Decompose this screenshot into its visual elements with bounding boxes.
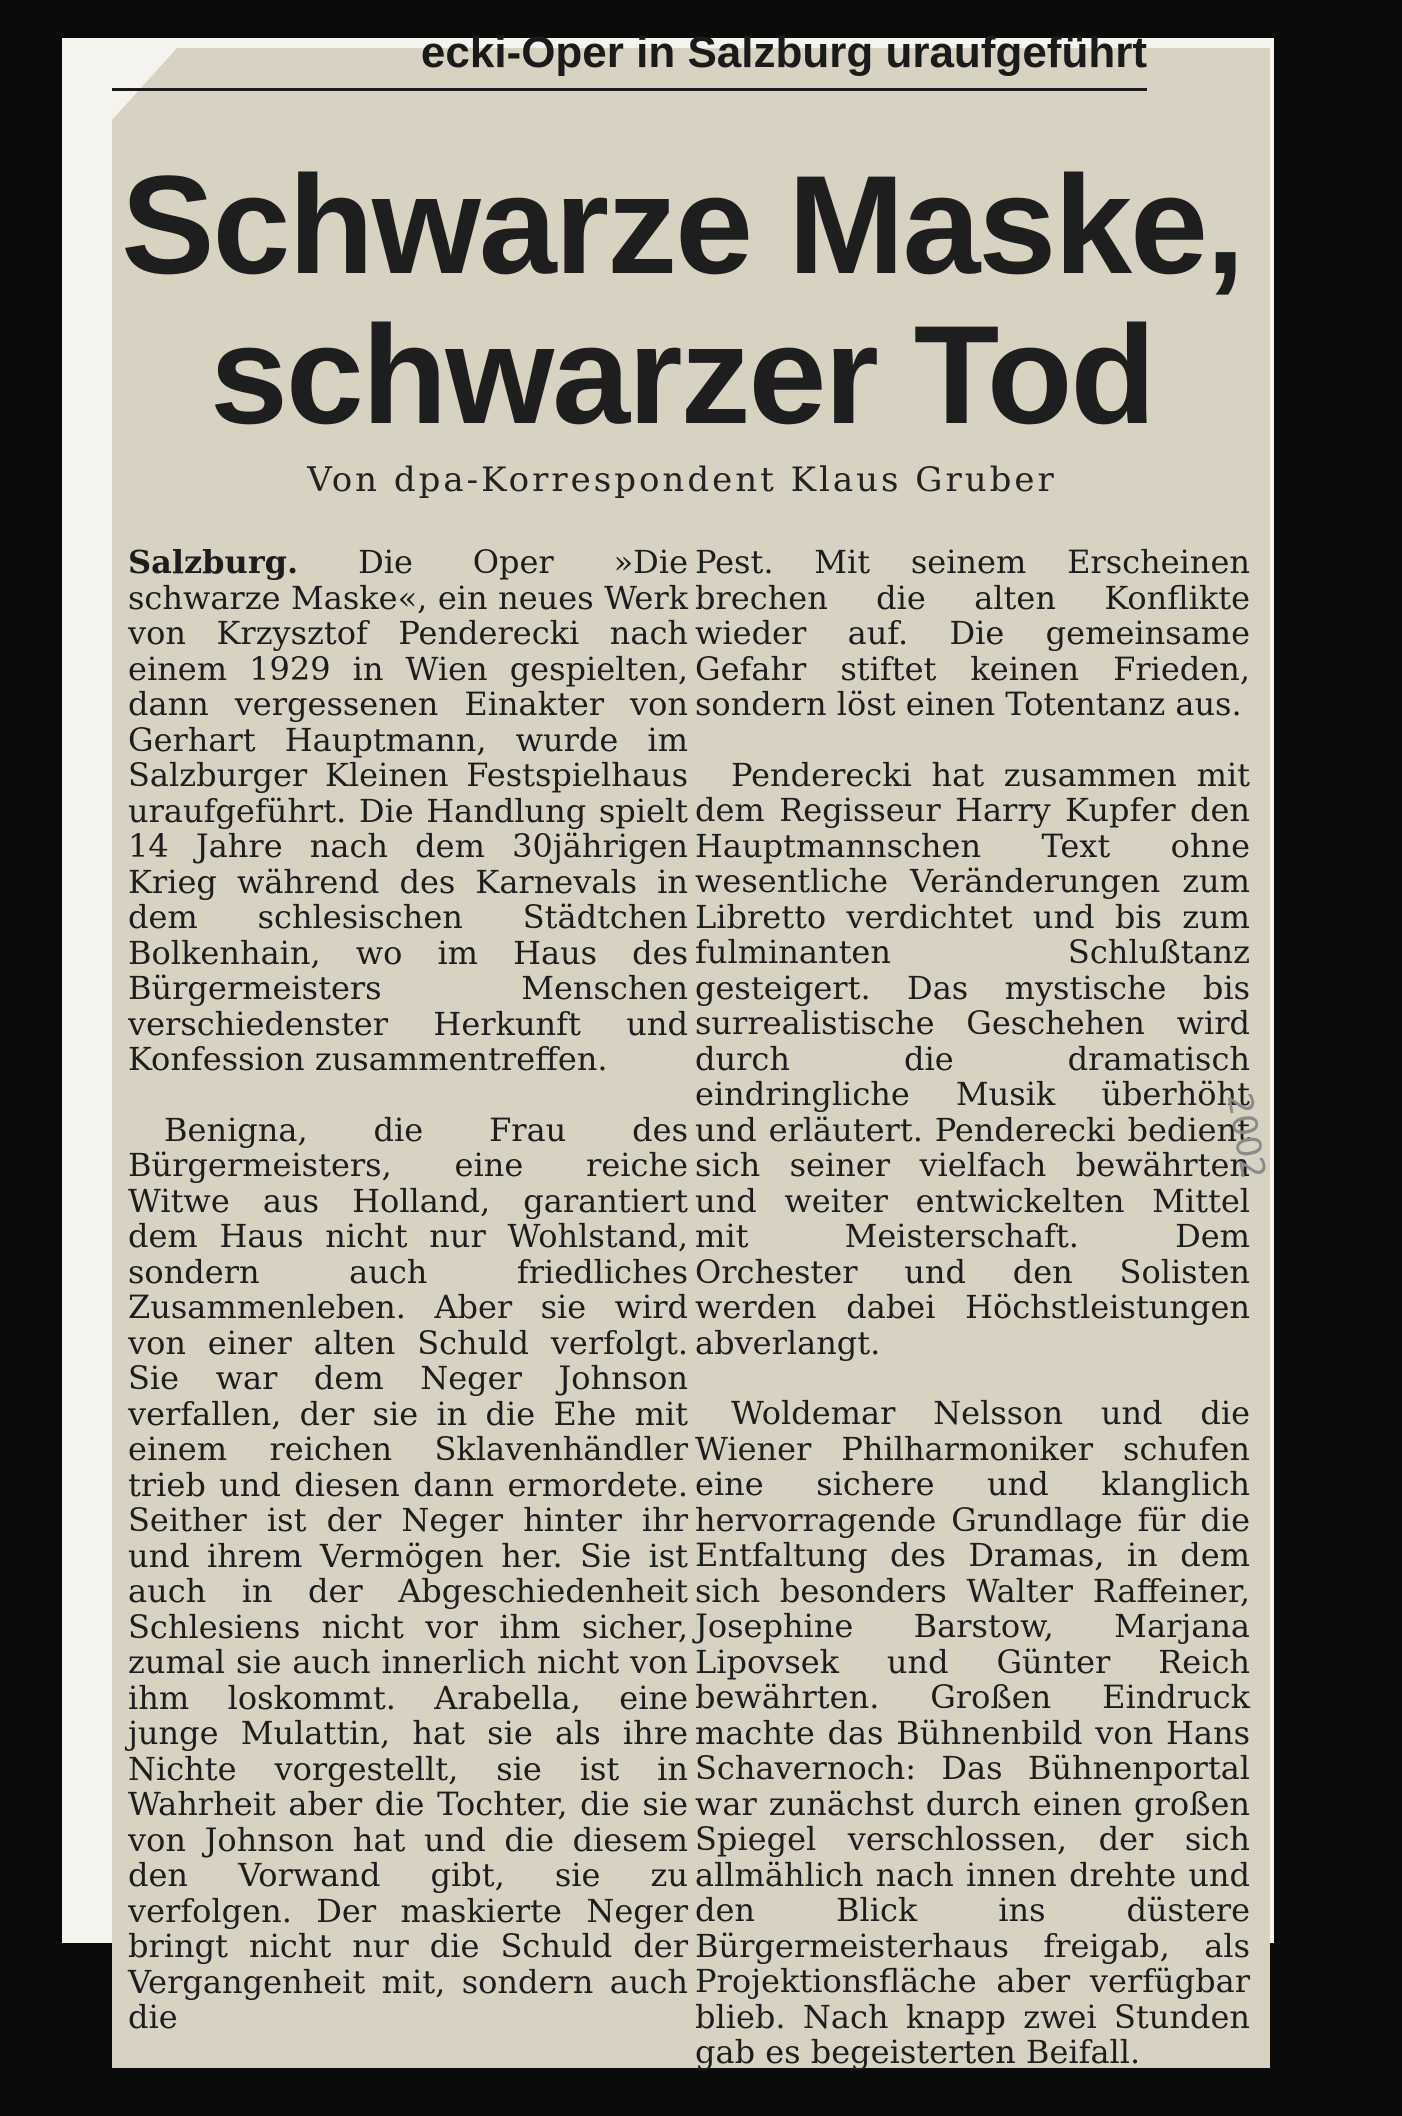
article-paragraph: [128, 545, 688, 1078]
handwritten-margin-note: 2002: [1218, 1090, 1274, 1183]
dateline: Salzburg.: [128, 543, 299, 581]
headline-line-1: Schwarze Maske,: [121, 146, 1243, 303]
article-column-left: [128, 545, 688, 2071]
kicker-headline: ecki-Oper in Salzburg uraufgeführt: [112, 18, 1147, 91]
headline-line-2: schwarzer Tod: [210, 296, 1154, 453]
article-column-right: [695, 545, 1250, 2106]
main-headline: [112, 146, 1252, 453]
article-paragraph: Penderecki hat zusammen mit dem Regisseur Harry Kupfer den Hauptmannschen Text ohne wesentliche Veränderungen zum Libretto verdichtet und bis zum fulminanten Schlußtanz gesteigert. Das mystische bis surrealistische Geschehen wird durch die dramatisch eindringliche Musik überhöht und erläutert. Penderecki bedient sich seiner vielfach bewährten und weiter entwickelten Mittel mit Meisterschaft. Dem Orchester und den Solisten werden dabei Höchstleistungen abverlangt.: [695, 755, 1250, 1362]
article-paragraph: Benigna, die Frau des Bürgermeisters, eine reiche Witwe aus Holland, garantiert dem Haus nicht nur Wohlstand, sondern auch friedliches Zusammenleben. Aber sie wird von einer alten Schuld verfolgt. Sie war dem Neger Johnson verfallen, der sie in die Ehe mit einem reichen Sklavenhändler trieb und diesen dann ermordete. Seither ist der Neger hinter ihr und ihrem Vermögen her. Sie ist auch in der Abgeschiedenheit Schlesiens nicht vor ihm sicher, zumal sie auch innerlich nicht von ihm loskommt. Arabella, eine junge Mulattin, hat sie als ihre Nichte vorgestellt, sie ist in Wahrheit aber die Tochter, die sie von Johnson hat und die diesem den Vorwand gibt, sie zu verfolgen. Der maskierte Neger bringt nicht nur die Schuld der Vergangenheit mit, sondern auch die: [128, 1110, 688, 2036]
paragraph-text: Die Oper »Die schwarze Maske«, ein neues Werk von Krzysztof Penderecki nach einem 1929 in Wien gespielten, dann vergessenen Einakter von Gerhart Hauptmann, wurde im Salzburger Kleinen Festspielhaus uraufgeführt. Die Handlung spielt 14 Jahre nach dem 30jährigen Krieg während des Karnevals in dem schlesischen Städtchen Bolkenhain, wo im Haus des Bürgermeisters Menschen verschiedenster Herkunft und Konfession zusammentreffen.: [128, 543, 688, 1078]
article-paragraph: Woldemar Nelsson und die Wiener Philharmoniker schufen eine sichere und klanglich hervorragende Grundlage für die Entfaltung des Dramas, in dem sich besonders Walter Raffeiner, Josephine Barstow, Marjana Lipovsek und Günter Reich bewährten. Großen Eindruck machte das Bühnenbild von Hans Schavernoch: Das Bühnenportal war zunächst durch einen großen Spiegel verschlossen, der sich allmählich nach innen drehte und den Blick ins düstere Bürgermeisterhaus freigab, als Projektionsfläche aber verfügbar blieb. Nach knapp zwei Stunden gab es begeisterten Beifall.: [695, 1394, 1250, 2071]
byline: Von dpa-Korrespondent Klaus Gruber: [307, 460, 1057, 500]
article-paragraph: Pest. Mit seinem Erscheinen brechen die alten Konflikte wieder auf. Die gemeinsame Gefahr stiftet keinen Frieden, sondern löst einen Totentanz aus.: [695, 543, 1250, 723]
